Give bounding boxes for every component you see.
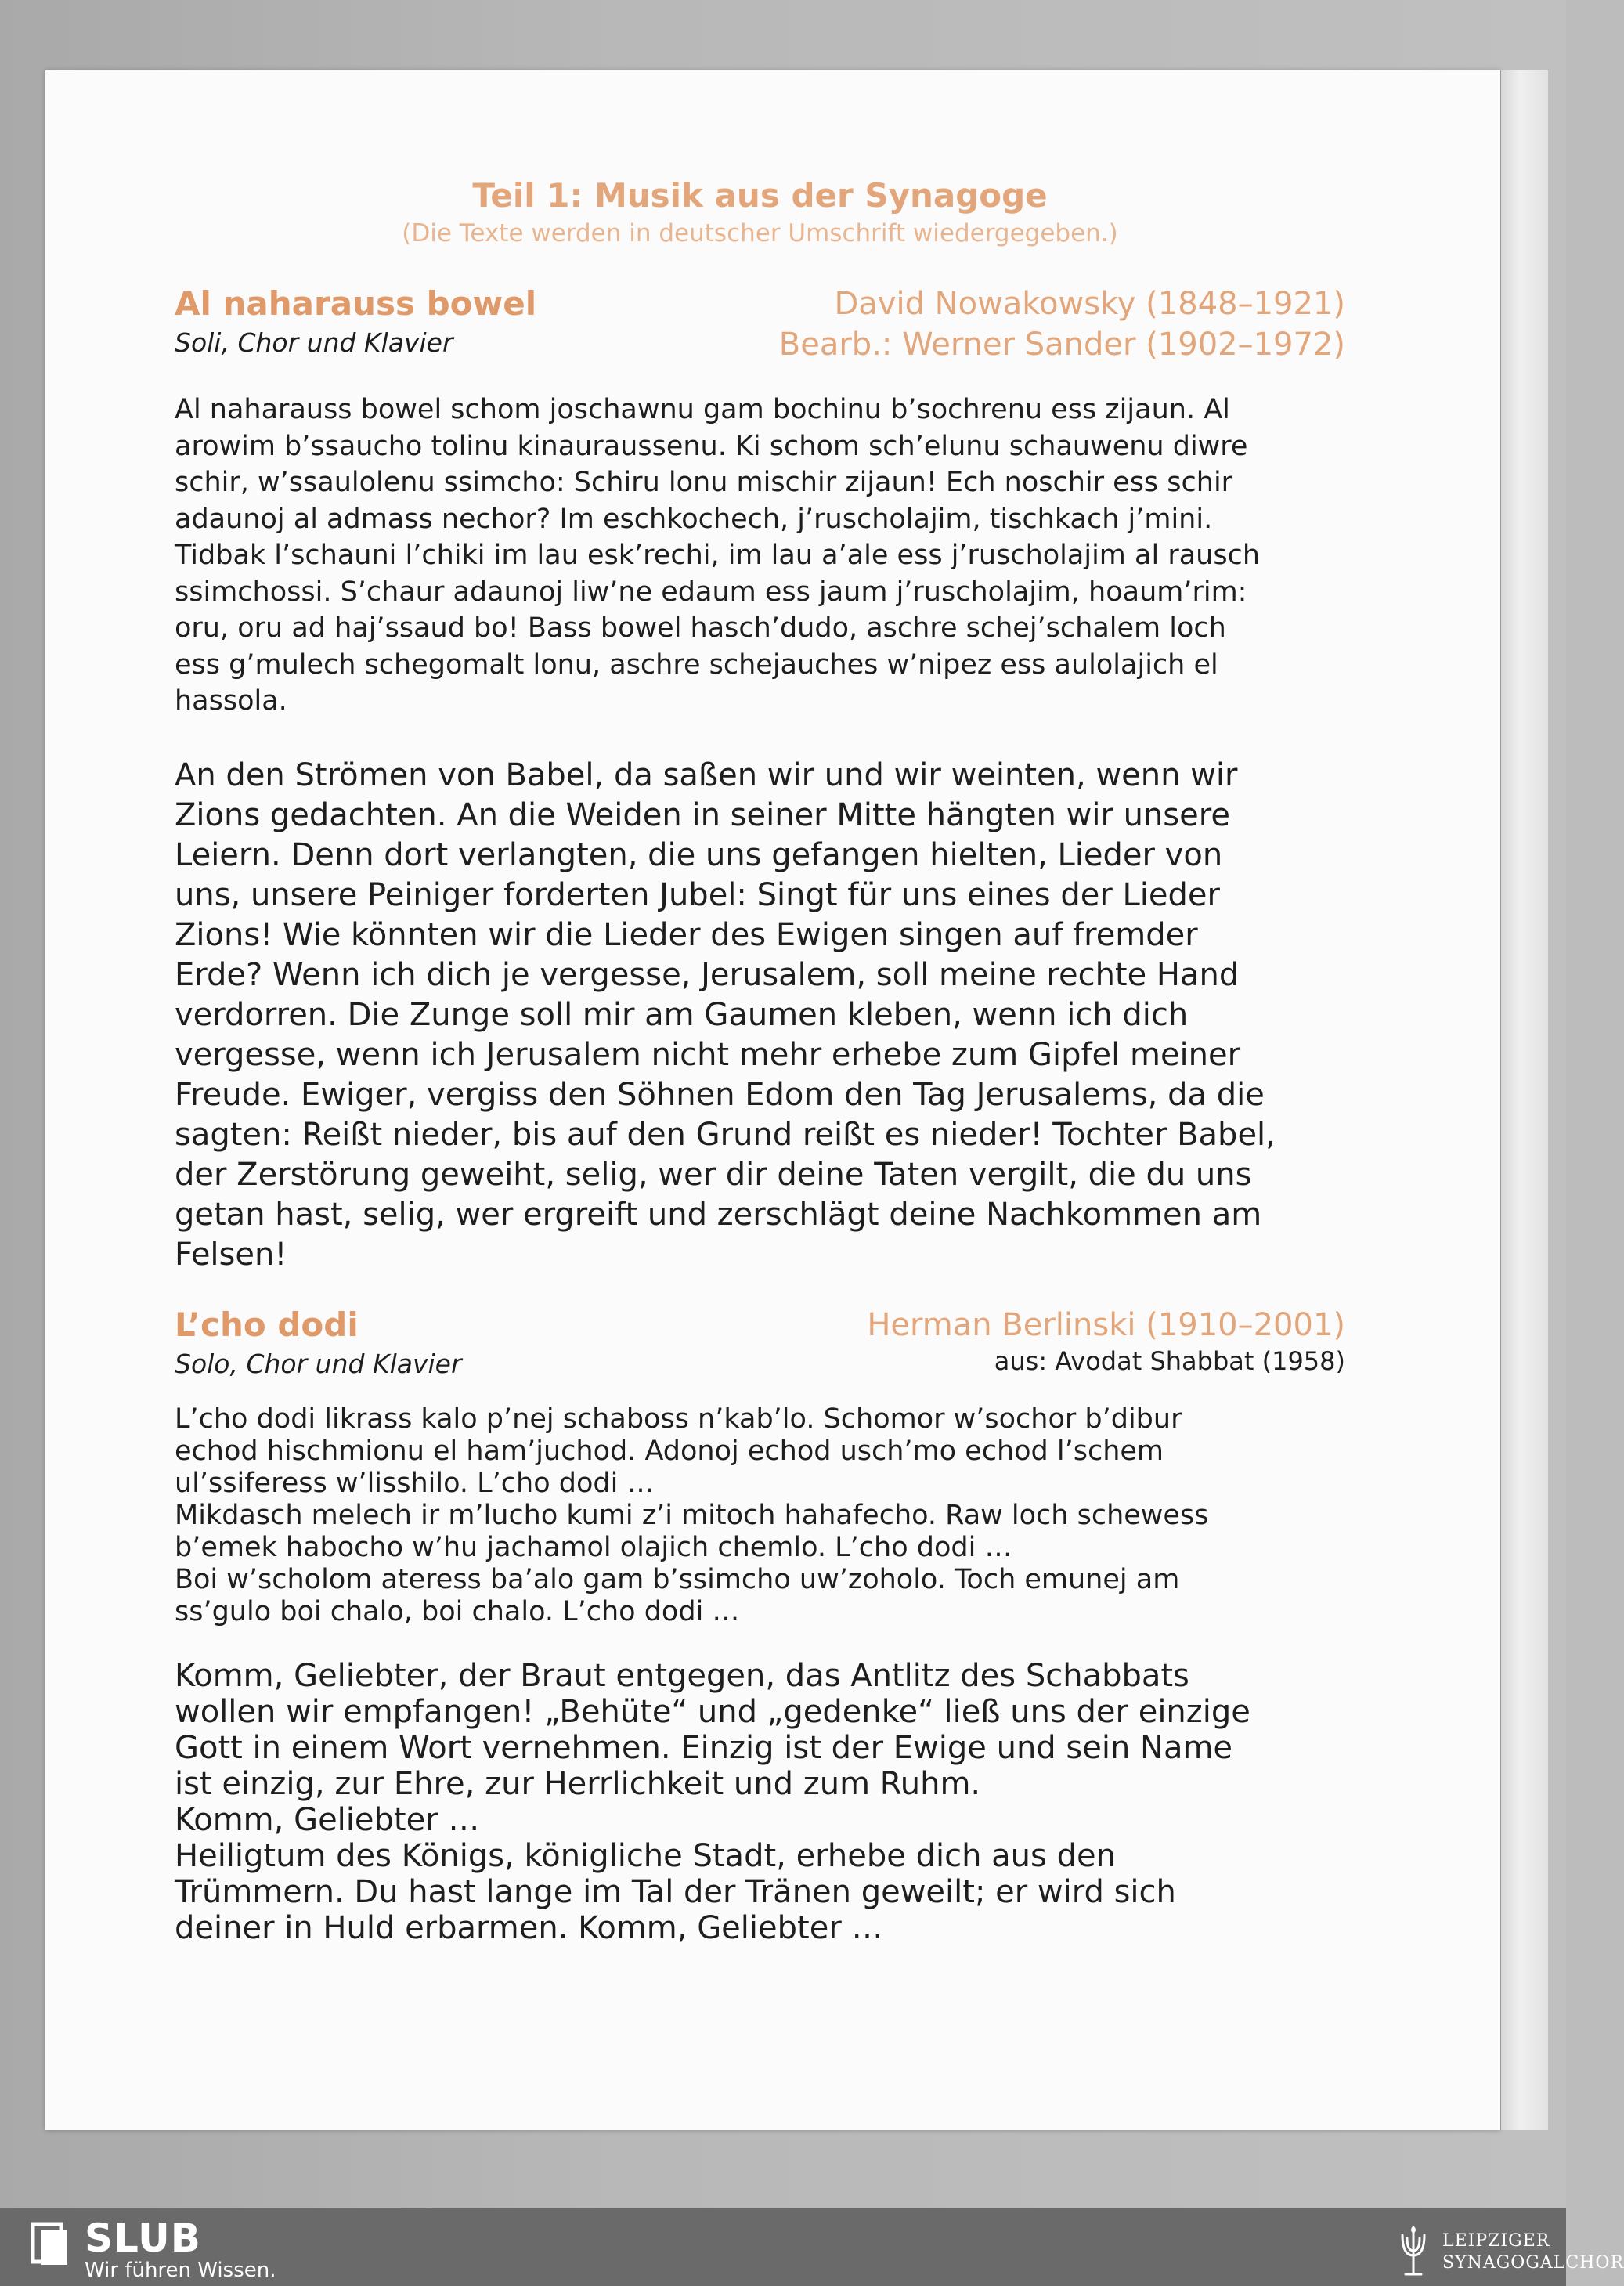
part-subtitle: (Die Texte werden in deutscher Umschrift wiedergegeben.): [402, 219, 1118, 247]
text-line: Erde? Wenn ich dich je vergesse, Jerusalem, soll meine rechte Hand: [175, 956, 1240, 993]
text-line: ess g’mulech schegomalt lonu, aschre schejauches w’nipez ess aulolajich el: [175, 648, 1218, 681]
text-line: Felsen!: [175, 1236, 287, 1273]
text-line: der Zerstörung geweiht, selig, wer dir deine Taten vergilt, die du uns: [175, 1156, 1252, 1193]
text-line: echod hischmionu el ham’juchod. Adonoj echod usch’mo echod l’schem: [175, 1435, 1164, 1467]
text-line: ist einzig, zur Ehre, zur Herrlichkeit und zum Ruhm.: [175, 1765, 981, 1802]
choir-name-line2: SYNAGOGALCHOR: [1442, 2253, 1624, 2273]
text-line: Mikdasch melech ir m’lucho kumi z’i mitoch hahafecho. Raw loch schewess: [175, 1499, 1209, 1531]
page-content: [175, 174, 1345, 1946]
page-fold-edge: [1500, 70, 1548, 2130]
text-line: Heiligtum des Königs, königliche Stadt, erhebe dich aus den: [175, 1837, 1116, 1874]
text-line: verdorren. Die Zunge soll mir am Gaumen kleben, wenn ich dich: [175, 996, 1189, 1033]
text-line: Al naharauss bowel schom joschawnu gam bochinu b’sochrenu ess zijaun. Al: [175, 394, 1230, 425]
text-line: Zions gedachten. An die Weiden in seiner Mitte hängten wir unsere: [175, 796, 1230, 833]
choir-name-line1: LEIPZIGER: [1442, 2231, 1550, 2251]
text-line: Komm, Geliebter, der Braut entgegen, das Antlitz des Schabbats: [175, 1657, 1189, 1694]
text-line: hassola.: [175, 685, 287, 717]
text-line: b’emek habocho w’hu jachamol olajich chemlo. L’cho dodi …: [175, 1531, 1012, 1563]
text-line: deiner in Huld erbarmen. Komm, Geliebter …: [175, 1909, 883, 1946]
text-line: L’cho dodi likrass kalo p’nej schaboss n’kab’lo. Schomor w’sochor b’dibur: [175, 1403, 1182, 1435]
text-line: Leiern. Denn dort verlangten, die uns gefangen hielten, Lieder von: [175, 836, 1223, 873]
text-line: ss’gulo boi chalo, boi chalo. L’cho dodi …: [175, 1595, 740, 1627]
text-line: adaunoj al admass nechor? Im eschkochech, j’ruscholajim, tischkach j’mini.: [175, 503, 1213, 535]
translation-text: [175, 1658, 1345, 1946]
piece-title: Al naharauss bowel: [175, 284, 537, 323]
piece-header: [175, 283, 1345, 324]
piece-subheader: [175, 324, 1345, 365]
piece-title: L’cho dodi: [175, 1305, 359, 1344]
text-line: oru, oru ad haj’ssaud bo! Bass bowel hasch’dudo, aschre schej’schalem loch: [175, 612, 1226, 644]
text-line: Gott in einem Wort vernehmen. Einzig ist der Ewige und sein Name: [175, 1729, 1233, 1766]
text-line: ssimchossi. S’chaur adaunoj liw’ne edaum ess jaum j’ruscholajim, hoaum’rim:: [175, 576, 1247, 608]
text-line: Freude. Ewiger, vergiss den Söhnen Edom den Tag Jerusalems, da die: [175, 1076, 1265, 1113]
piece-arranger: Bearb.: Werner Sander (1902–1972): [778, 327, 1345, 363]
piece-subheader: [175, 1345, 1345, 1383]
menorah-icon: [1398, 2224, 1429, 2279]
part-title: Teil 1: Musik aus der Synagoge: [472, 176, 1048, 215]
text-line: uns, unsere Peiniger forderten Jubel: Singt für uns eines der Lieder: [175, 876, 1220, 913]
text-line: Tidbak l’schauni l’chiki im lau esk’rechi, im lau a’ale ess j’ruscholajim al rausch: [175, 540, 1261, 571]
piece-composer: Herman Berlinski (1910–2001): [867, 1306, 1345, 1343]
text-line: An den Strömen von Babel, da saßen wir und wir weinten, wenn wir: [175, 757, 1238, 793]
text-line: Komm, Geliebter …: [175, 1801, 480, 1838]
viewer-footer-bar: [0, 2208, 1624, 2286]
text-line: ul’ssiferess w’lisshilo. L’cho dodi …: [175, 1467, 655, 1499]
piece-composer: David Nowakowsky (1848–1921): [834, 286, 1345, 322]
piece-lcho-dodi: [175, 1305, 1345, 1946]
slub-book-icon: [30, 2219, 70, 2266]
translation-text: [175, 756, 1345, 1275]
text-line: Trümmern. Du hast lange im Tal der Tränen geweilt; er wird sich: [175, 1873, 1176, 1910]
text-line: wollen wir empfangen! „Behüte“ und „gedenke“ ließ uns der einzige: [175, 1693, 1250, 1730]
piece-header: [175, 1305, 1345, 1345]
text-line: Zions! Wie könnten wir die Lieder des Ewigen singen auf fremder: [175, 916, 1198, 953]
text-line: sagten: Reißt nieder, bis auf den Grund reißt es nieder! Tochter Babel,: [175, 1116, 1276, 1153]
text-line: vergesse, wenn ich Jerusalem nicht mehr erhebe zum Gipfel meiner: [175, 1036, 1241, 1073]
text-line: schir, w’ssaulolenu ssimcho: Schiru lonu mischir zijaun! Ech noschir ess schir: [175, 467, 1233, 498]
piece-source: aus: Avodat Shabbat (1958): [994, 1345, 1345, 1376]
transliteration-text: [175, 1403, 1345, 1628]
library-tagline: Wir führen Wissen.: [85, 2259, 276, 2282]
text-line: Boi w’scholom ateress ba’alo gam b’ssimcho uw’zoholo. Toch emunej am: [175, 1563, 1180, 1595]
library-name: SLUB: [85, 2216, 201, 2261]
transliteration-text: [175, 392, 1345, 720]
piece-voicing: Solo, Chor und Klavier: [175, 1348, 462, 1379]
text-line: arowim b’ssaucho tolinu kinauraussenu. Ki schom sch’elunu schauwenu diwre: [175, 430, 1248, 462]
text-line: getan hast, selig, wer ergreift und zerschlägt deine Nachkommen am: [175, 1196, 1262, 1233]
piece-voicing: Soli, Chor und Klavier: [175, 327, 453, 358]
piece-al-naharauss-bowel: [175, 283, 1345, 1275]
